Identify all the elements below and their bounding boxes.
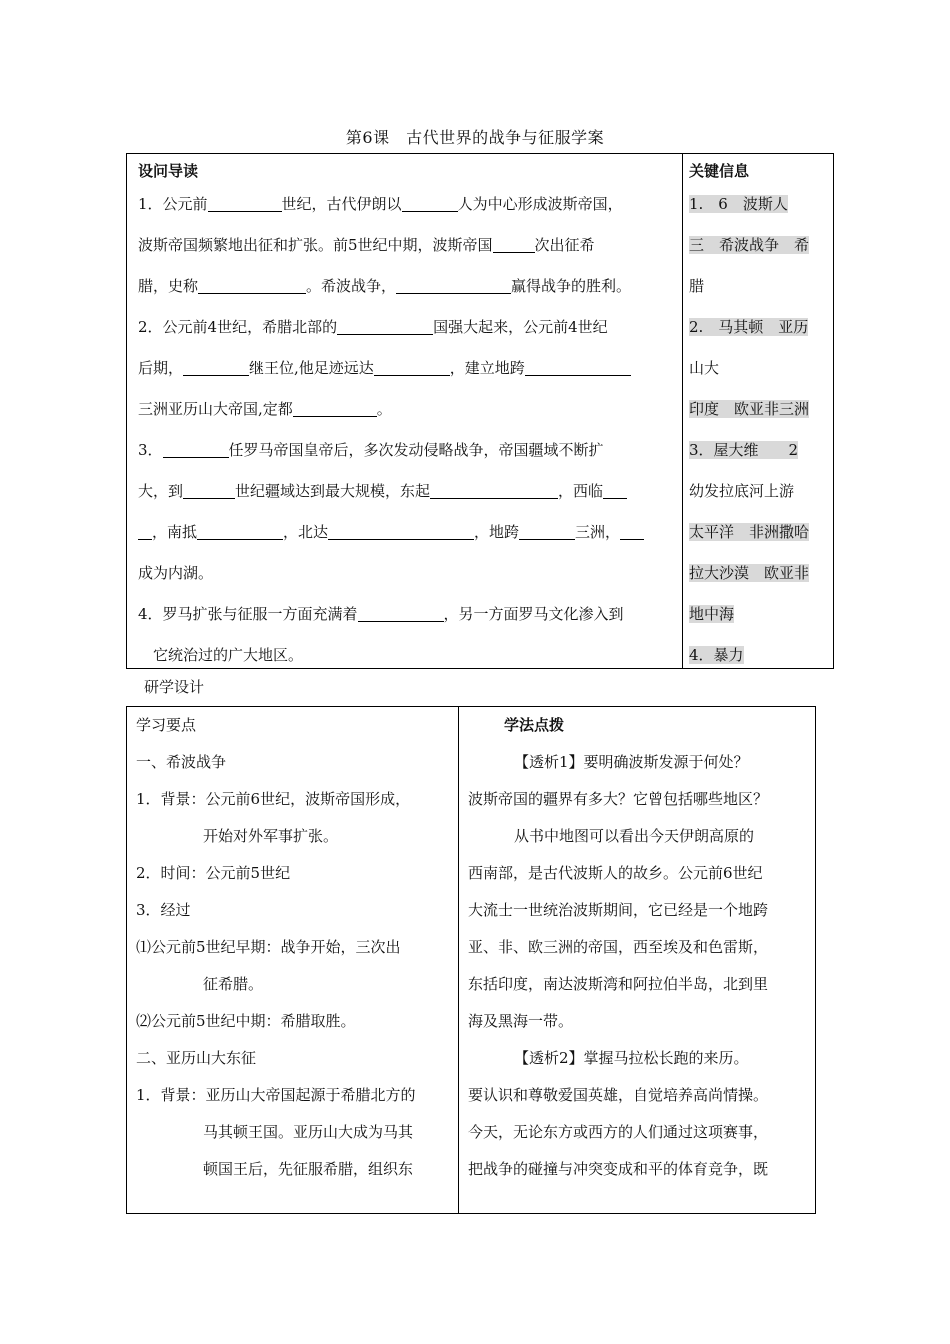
tip-line: 东括印度，南达波斯湾和阿拉伯半岛，北到里 xyxy=(468,975,769,993)
answer-blank[interactable] xyxy=(519,521,575,540)
study-line: 二、亚历山大东征 xyxy=(136,1049,257,1067)
tip-line: 亚、非、欧三洲的帝国，西至埃及和色雷斯， xyxy=(468,938,769,956)
page-title: 第6课 古代世界的战争与征服学案 xyxy=(345,128,605,147)
question-line: 4．罗马扩张与征服一方面充满着 ，另一方面罗马文化渗入到 xyxy=(138,605,624,623)
study-design-table xyxy=(126,706,816,1214)
answer-blank[interactable] xyxy=(138,521,152,540)
study-line: 征希腊。 xyxy=(203,975,264,993)
question-line: 后期， 继王位,他足迹远达 ，建立地跨 xyxy=(138,348,672,389)
answer-line: 拉大沙漠 欧亚非 xyxy=(689,564,810,582)
study-line: ⑵公元前5世纪中期：希腊取胜。 xyxy=(136,1012,356,1030)
question-line: 1．公元前 世纪，古代伊朗以 人为中心形成波斯帝国， xyxy=(138,195,623,213)
answer-blank[interactable] xyxy=(620,521,644,540)
answer-blank[interactable] xyxy=(603,480,627,499)
answer-blank[interactable] xyxy=(430,480,558,499)
key-info-column xyxy=(683,154,833,668)
guided-reading-table xyxy=(126,153,834,669)
tip-line: 海及黑海一带。 xyxy=(468,1012,574,1030)
answer-line: 三 希波战争 希 xyxy=(689,236,810,254)
answer-blank[interactable] xyxy=(396,275,511,294)
answer-line: 3．屋大维 2 xyxy=(689,441,799,459)
section-label: 研学设计 xyxy=(144,678,205,696)
study-line: 马其顿王国。亚历山大成为马其 xyxy=(203,1123,414,1141)
study-points-column xyxy=(127,707,459,1213)
question-line: 腊，史称 。希波战争， 赢得战争的胜利。 xyxy=(138,277,632,295)
method-tips-header: 学法点拨 xyxy=(504,716,565,734)
answer-line: 1. 6 波斯人 xyxy=(689,195,788,213)
answer-blank[interactable] xyxy=(374,357,450,376)
study-line: 开始对外军事扩张。 xyxy=(203,827,339,845)
answer-blank[interactable] xyxy=(183,480,235,499)
answer-blank[interactable] xyxy=(163,439,229,458)
tip-line: 从书中地图可以看出今天伊朗高原的 xyxy=(514,827,755,845)
study-line: 1．背景：亚历山大帝国起源于希腊北方的 xyxy=(136,1086,416,1104)
answer-blank[interactable] xyxy=(197,521,283,540)
question-line: 波斯帝国频繁地出征和扩张。前5世纪中期，波斯帝国 次出征希 xyxy=(138,236,595,254)
answer-line: 腊 xyxy=(689,277,705,295)
tip-line: 把战争的碰撞与冲突变成和平的体育竞争，既 xyxy=(468,1160,769,1178)
method-tips-column xyxy=(459,707,815,1213)
question-line: ，南抵 ，北达 ，地跨 三洲， xyxy=(138,512,672,553)
key-info-header: 关键信息 xyxy=(689,162,750,180)
answer-blank[interactable] xyxy=(198,275,306,294)
study-line: 3．经过 xyxy=(136,901,191,919)
answer-blank[interactable] xyxy=(183,357,249,376)
tip-line: 波斯帝国的疆界有多大？它曾包括哪些地区？ xyxy=(468,790,769,808)
answer-line: 4．暴力 xyxy=(689,646,744,664)
tip-line: 西南部，是古代波斯人的故乡。公元前6世纪 xyxy=(468,864,763,882)
tip-line: 今天，无论东方或西方的人们通过这项赛事， xyxy=(468,1123,769,1141)
study-line: ⑴公元前5世纪早期：战争开始，三次出 xyxy=(136,938,401,956)
answer-line: 印度 欧亚非三洲 xyxy=(689,400,810,418)
question-line: 成为内湖。 xyxy=(138,564,214,582)
answer-line: 地中海 xyxy=(689,605,735,623)
tip-line: 【透析2】掌握马拉松长跑的来历。 xyxy=(514,1049,749,1067)
answer-blank[interactable] xyxy=(525,357,631,376)
question-line: 它统治过的广大地区。 xyxy=(138,646,304,664)
question-line: 三洲亚历山大帝国,定都 。 xyxy=(138,400,392,418)
answer-blank[interactable] xyxy=(328,521,474,540)
answer-blank[interactable] xyxy=(337,316,433,335)
tip-line: 【透析1】要明确波斯发源于何处？ xyxy=(514,753,749,771)
answer-line: 太平洋 非洲撒哈 xyxy=(689,523,810,541)
tip-line: 大流士一世统治波斯期间，它已经是一个地跨 xyxy=(468,901,769,919)
study-line: 顿国王后，先征服希腊，组织东 xyxy=(203,1160,414,1178)
answer-line: 幼发拉底河上游 xyxy=(689,482,795,500)
study-points-header: 学习要点 xyxy=(136,716,197,734)
answer-blank[interactable] xyxy=(493,234,535,253)
answer-blank[interactable] xyxy=(402,193,458,212)
answer-blank[interactable] xyxy=(293,398,377,417)
guided-reading-header: 设问导读 xyxy=(138,162,199,180)
question-line: 2．公元前4世纪，希腊北部的 国强大起来，公元前4世纪 xyxy=(138,318,608,336)
study-line: 1．背景：公元前6世纪，波斯帝国形成， xyxy=(136,790,411,808)
question-line: 3． 任罗马帝国皇帝后，多次发动侵略战争，帝国疆域不断扩 xyxy=(138,441,604,459)
answer-line: 山大 xyxy=(689,359,720,377)
answer-blank[interactable] xyxy=(208,193,282,212)
question-line: 大，到 世纪疆域达到最大规模，东起 ，西临 xyxy=(138,471,672,512)
answer-blank[interactable] xyxy=(358,603,444,622)
guided-reading-column xyxy=(127,154,683,668)
tip-line: 要认识和尊敬爱国英雄，自觉培养高尚情操。 xyxy=(468,1086,769,1104)
study-line: 一、希波战争 xyxy=(136,753,227,771)
study-line: 2．时间：公元前5世纪 xyxy=(136,864,291,882)
answer-line: 2. 马其顿 亚历 xyxy=(689,318,809,336)
